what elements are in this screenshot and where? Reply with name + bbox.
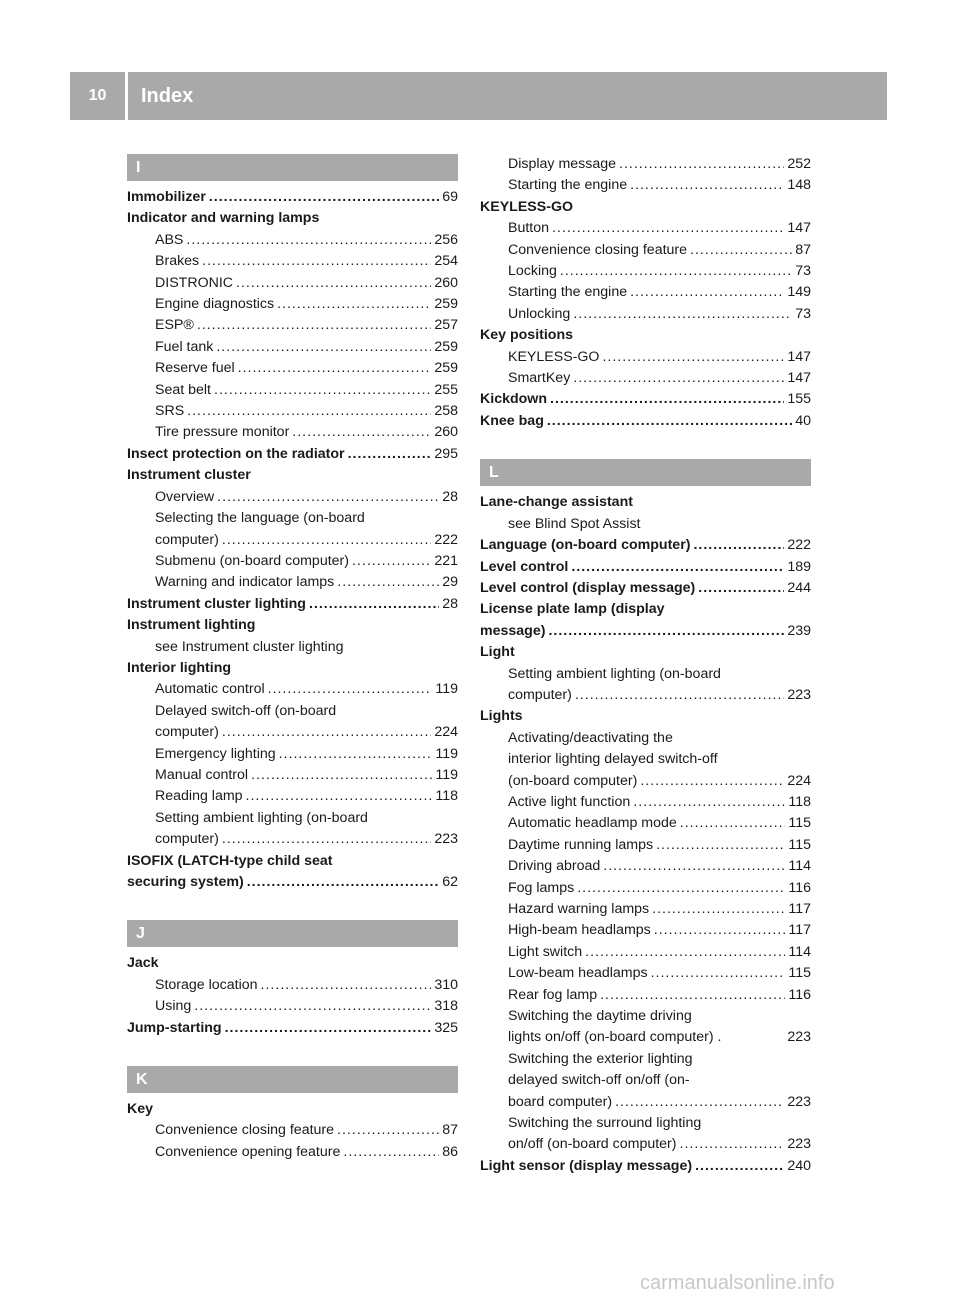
entry-page-number: 73 [795, 305, 811, 322]
index-subentry [480, 347, 811, 368]
index-subentry [127, 744, 458, 765]
entry-page-number: 257 [434, 317, 458, 334]
dot-leader [268, 679, 433, 700]
entry-page-number: 147 [787, 348, 811, 365]
entry-label: Starting the engine [508, 177, 628, 194]
entry-label: Language (on-board computer) [480, 537, 691, 554]
entry-page-number: 115 [788, 815, 811, 832]
dot-leader [251, 765, 432, 786]
dot-leader [619, 154, 784, 175]
entry-page-number: 86 [442, 1143, 458, 1160]
entry-label: Driving abroad [508, 858, 601, 875]
dot-leader [548, 621, 784, 642]
entry-page-number: 252 [787, 156, 811, 172]
entry-page-number: 318 [434, 998, 458, 1015]
entry-page-number: 147 [787, 370, 811, 387]
entry-label: Convenience closing feature [508, 241, 688, 258]
dot-leader [693, 535, 784, 556]
index-subentry [127, 786, 458, 807]
entry-page-number: 254 [434, 253, 458, 270]
dot-leader [547, 411, 792, 432]
dot-leader [560, 261, 792, 282]
entry-page-number: 117 [788, 922, 811, 939]
entry-label: Convenience opening feature [155, 1143, 341, 1160]
index-entry [480, 1156, 811, 1177]
entry-label: Active light function [508, 793, 631, 810]
dot-leader [690, 240, 792, 261]
dot-leader [575, 685, 784, 706]
entry-label: (on-board computer) [508, 772, 638, 789]
section-letter-header: L [480, 459, 811, 486]
entry-page-number: 69 [442, 189, 458, 205]
entry-label: Level control (display message) [480, 579, 696, 596]
dot-leader [652, 899, 785, 920]
index-subentry [127, 996, 458, 1017]
entry-label: Button [508, 220, 550, 237]
dot-leader [222, 530, 431, 551]
entry-page-number: 259 [434, 338, 458, 355]
index-subentry [127, 337, 458, 358]
entry-page-number: 28 [442, 488, 458, 505]
dot-leader [236, 273, 431, 294]
index-entry: Lights [480, 708, 523, 725]
section-spacer [480, 432, 811, 459]
dot-leader [209, 187, 439, 208]
entry-page-number: 118 [435, 788, 458, 805]
entry-page-number: 223 [787, 1093, 811, 1110]
index-subentry [480, 899, 811, 920]
index-subentry [480, 685, 811, 706]
dot-leader [247, 872, 440, 893]
dot-leader [261, 975, 432, 996]
entry-page-number: 221 [434, 552, 458, 569]
entry-label: Low-beam headlamps [508, 965, 648, 982]
index-subentry [127, 722, 458, 743]
dot-leader [640, 771, 784, 792]
index-entry [480, 557, 811, 578]
entry-page-number: 114 [788, 858, 811, 875]
entry-page-number: 255 [434, 381, 458, 398]
index-subentry [127, 530, 458, 551]
index-subentry [480, 942, 811, 963]
dot-leader [337, 572, 439, 593]
index-subentry [127, 679, 458, 700]
index-subentry [480, 175, 811, 196]
entry-label: Storage location [155, 976, 258, 993]
entry-page-number: 189 [787, 558, 811, 575]
dot-leader [348, 444, 432, 465]
dot-leader [571, 557, 784, 578]
index-entry [480, 621, 811, 642]
entry-page-number: 149 [787, 284, 811, 301]
index-subentry: Selecting the language (on-board [155, 510, 365, 527]
entry-page-number: 40 [795, 412, 811, 429]
index-subentry [480, 218, 811, 239]
entry-label: Light sensor (display message) [480, 1157, 693, 1174]
dot-leader [585, 942, 785, 963]
entry-page-number: 259 [434, 296, 458, 313]
index-entry: License plate lamp (display [480, 601, 665, 618]
index-entry: Indicator and warning lamps [127, 210, 320, 227]
entry-label: Kickdown [480, 391, 548, 408]
index-entry: Lane-change assistant [480, 494, 633, 511]
index-subentry [127, 1142, 458, 1163]
entry-page-number: 119 [435, 766, 458, 783]
index-subentry [480, 304, 811, 325]
page-header [70, 72, 887, 120]
entry-label: computer) [155, 831, 219, 848]
entry-page-number: 256 [434, 231, 458, 248]
dot-leader [337, 1120, 439, 1141]
entry-page-number: 155 [787, 391, 811, 408]
dot-leader [680, 813, 786, 834]
dot-leader [186, 230, 431, 251]
index-subentry: Delayed switch-off (on-board [155, 702, 337, 719]
index-subentry [127, 230, 458, 251]
entry-label: Daytime running lamps [508, 836, 654, 853]
entry-page-number: 119 [435, 681, 458, 698]
entry-label: KEYLESS-GO [508, 348, 600, 365]
index-subentry: interior lighting delayed switch-off [508, 751, 718, 768]
dot-leader [602, 347, 784, 368]
entry-label: Light switch [508, 943, 583, 960]
index-subentry: Setting ambient lighting (on-board [508, 665, 721, 682]
entry-label: Overview [155, 488, 215, 505]
index-entry: Instrument lighting [127, 617, 256, 634]
entry-page-number: 147 [787, 220, 811, 237]
index-subentry [480, 813, 811, 834]
index-subentry [480, 1134, 811, 1155]
dot-leader [654, 920, 786, 941]
index-subentry: Setting ambient lighting (on-board [155, 809, 368, 826]
index-subentry: Switching the surround lighting [508, 1115, 702, 1132]
entry-page-number: 260 [434, 424, 458, 441]
entry-page-number: 244 [787, 579, 811, 596]
entry-page-number: 224 [434, 724, 458, 741]
entry-label: Warning and indicator lamps [155, 574, 335, 591]
dot-leader [217, 487, 439, 508]
entry-label: securing system) [127, 874, 244, 890]
entry-page-number: 239 [787, 622, 811, 639]
entry-page-number: 148 [787, 177, 811, 194]
entry-page-number: 117 [788, 901, 811, 917]
index-entry [480, 535, 811, 556]
entry-page-number: 295 [434, 445, 458, 462]
entry-label: Knee bag [480, 412, 544, 429]
dot-leader [573, 368, 784, 389]
index-entry [127, 1018, 458, 1039]
dot-leader [222, 722, 431, 743]
dot-leader [225, 1018, 432, 1039]
index-subentry [480, 282, 811, 303]
entry-label: Rear fog lamp [508, 986, 598, 1003]
entry-label: Fog lamps [508, 879, 575, 896]
dot-leader [550, 389, 784, 410]
dot-leader [202, 251, 431, 272]
index-column-right [480, 154, 811, 1177]
dot-leader [343, 1142, 439, 1163]
dot-leader [292, 422, 431, 443]
dot-leader [630, 175, 784, 196]
dot-leader [197, 315, 431, 336]
index-entry: ISOFIX (LATCH-type child seat [127, 852, 333, 869]
entry-label: Using [155, 998, 192, 1015]
index-subentry [127, 487, 458, 508]
dot-leader [573, 304, 792, 325]
index-subentry [127, 358, 458, 379]
index-subentry [480, 1092, 811, 1113]
page-number: 10 [88, 87, 107, 104]
entry-page-number: 240 [787, 1157, 811, 1174]
index-subentry [480, 963, 811, 984]
dot-leader [603, 856, 785, 877]
entry-label: message) [480, 622, 546, 639]
dot-leader [615, 1092, 784, 1113]
index-subentry: Activating/deactivating the [508, 729, 673, 746]
entry-page-number: 310 [434, 976, 458, 993]
entry-label: High-beam headlamps [508, 922, 651, 939]
entry-page-number: 73 [795, 263, 811, 280]
index-cross-reference: see Instrument cluster lighting [155, 638, 344, 655]
index-subentry [480, 1027, 811, 1048]
dot-leader [651, 963, 786, 984]
entry-label: on/off (on-board computer) [508, 1136, 677, 1153]
entry-page-number: 115 [788, 836, 811, 853]
index-subentry [127, 380, 458, 401]
index-entry [127, 444, 458, 465]
dot-leader [698, 578, 784, 599]
index-subentry [127, 829, 458, 850]
index-entry: Key positions [480, 327, 574, 344]
entry-label: Insect protection on the radiator [127, 445, 345, 462]
dot-leader [600, 985, 785, 1006]
index-subentry [127, 401, 458, 422]
entry-page-number: 116 [788, 986, 811, 1003]
entry-label: Starting the engine [508, 284, 628, 301]
dot-leader [695, 1156, 784, 1177]
entry-page-number: 222 [787, 537, 811, 554]
entry-label: Immobilizer [127, 189, 206, 205]
index-subentry [480, 771, 811, 792]
dot-leader [222, 829, 431, 850]
dot-leader [246, 786, 433, 807]
entry-label: SmartKey [508, 370, 571, 387]
index-entry: Key [127, 1101, 154, 1118]
dot-leader [656, 835, 785, 856]
page-title: Index [141, 84, 194, 107]
index-entry: Jack [127, 955, 159, 972]
entry-label: lights on/off (on-board computer) . [508, 1029, 722, 1046]
index-entry [480, 389, 811, 410]
index-subentry [127, 572, 458, 593]
entry-page-number: 87 [442, 1122, 458, 1139]
index-entry: Light [480, 644, 515, 661]
entry-label: Jump-starting [127, 1019, 222, 1036]
entry-label: Convenience closing feature [155, 1122, 335, 1139]
index-entry: KEYLESS-GO [480, 198, 574, 215]
dot-leader [630, 282, 784, 303]
dot-leader [577, 878, 785, 899]
entry-label: Manual control [155, 766, 249, 783]
dot-leader [238, 358, 432, 379]
entry-label: Locking [508, 263, 557, 280]
entry-page-number: 119 [435, 745, 458, 762]
section-spacer [127, 893, 458, 920]
index-subentry: Switching the exterior lighting [508, 1050, 693, 1067]
index-subentry: Switching the daytime driving [508, 1008, 692, 1025]
entry-label: ESP® [155, 317, 194, 334]
section-letter-header: K [127, 1066, 458, 1093]
entry-label: ABS [155, 231, 184, 248]
index-entry [480, 411, 811, 432]
index-subentry [127, 551, 458, 572]
entry-page-number: 223 [787, 686, 811, 703]
entry-page-number: 223 [434, 831, 458, 848]
section-letter-header: I [127, 154, 458, 181]
entry-label: Reading lamp [155, 788, 243, 805]
entry-label: board computer) [508, 1093, 613, 1110]
entry-page-number: 325 [434, 1019, 458, 1036]
index-entry [127, 594, 458, 615]
index-entry [127, 187, 458, 208]
index-subentry [480, 878, 811, 899]
entry-page-number: 260 [434, 274, 458, 291]
entry-page-number: 29 [442, 574, 458, 591]
dot-leader [216, 337, 431, 358]
entry-page-number: 116 [788, 879, 811, 896]
entry-page-number: 115 [788, 965, 811, 982]
index-subentry [480, 240, 811, 261]
index-subentry [127, 315, 458, 336]
index-subentry [127, 251, 458, 272]
dot-leader [633, 792, 785, 813]
index-entry: Instrument cluster [127, 467, 251, 484]
dot-leader [552, 218, 784, 239]
entry-label: Level control [480, 558, 569, 575]
entry-label: computer) [155, 531, 219, 548]
dot-leader [352, 551, 431, 572]
entry-page-number: 223 [787, 1029, 811, 1046]
dot-leader [194, 996, 431, 1017]
entry-page-number: 28 [442, 595, 458, 612]
entry-label: Hazard warning lamps [508, 901, 650, 917]
index-entry: Interior lighting [127, 659, 232, 676]
index-subentry [127, 273, 458, 294]
index-entry [480, 578, 811, 599]
entry-label: Emergency lighting [155, 745, 276, 762]
dot-leader [680, 1134, 785, 1155]
index-cross-reference: see Blind Spot Assist [508, 515, 641, 532]
entry-page-number: 118 [788, 793, 811, 810]
entry-page-number: 259 [434, 360, 458, 377]
index-subentry [480, 792, 811, 813]
header-divider [125, 72, 128, 120]
entry-label: Brakes [155, 253, 200, 270]
index-entry [127, 872, 458, 893]
index-subentry [480, 154, 811, 175]
entry-label: DISTRONIC [155, 274, 234, 291]
index-column-left [127, 154, 458, 1163]
watermark: carmanualsonline.info [640, 1272, 835, 1294]
entry-page-number: 62 [442, 874, 458, 890]
entry-label: computer) [155, 724, 219, 741]
index-subentry [480, 261, 811, 282]
index-subentry [127, 765, 458, 786]
entry-label: Seat belt [155, 381, 212, 398]
index-subentry [480, 368, 811, 389]
index-subentry [127, 1120, 458, 1141]
index-subentry [480, 920, 811, 941]
entry-label: Reserve fuel [155, 360, 235, 377]
section-letter-header: J [127, 920, 458, 947]
entry-label: Automatic headlamp mode [508, 815, 677, 832]
entry-page-number: 223 [787, 1136, 811, 1153]
entry-label: computer) [508, 686, 572, 703]
index-subentry [127, 294, 458, 315]
entry-label: Automatic control [155, 681, 265, 698]
entry-label: SRS [155, 403, 185, 420]
entry-label: Tire pressure monitor [155, 424, 290, 441]
index-subentry [480, 985, 811, 1006]
entry-page-number: 224 [787, 772, 811, 789]
dot-leader [214, 380, 431, 401]
section-spacer [127, 1039, 458, 1066]
index-subentry [480, 835, 811, 856]
index-subentry [127, 422, 458, 443]
entry-page-number: 87 [795, 241, 811, 258]
dot-leader [309, 594, 439, 615]
entry-page-number: 222 [434, 531, 458, 548]
entry-page-number: 114 [788, 943, 811, 960]
index-subentry [480, 856, 811, 877]
entry-page-number: 258 [434, 403, 458, 420]
entry-label: Instrument cluster lighting [127, 595, 306, 612]
index-subentry [127, 975, 458, 996]
entry-label: Submenu (on-board computer) [155, 552, 349, 569]
entry-label: Unlocking [508, 305, 571, 322]
dot-leader [277, 294, 431, 315]
dot-leader [187, 401, 431, 422]
dot-leader [279, 744, 433, 765]
index-subentry: delayed switch-off on/off (on- [508, 1072, 690, 1089]
entry-label: Display message [508, 156, 617, 172]
entry-label: Engine diagnostics [155, 296, 275, 313]
entry-label: Fuel tank [155, 338, 214, 355]
